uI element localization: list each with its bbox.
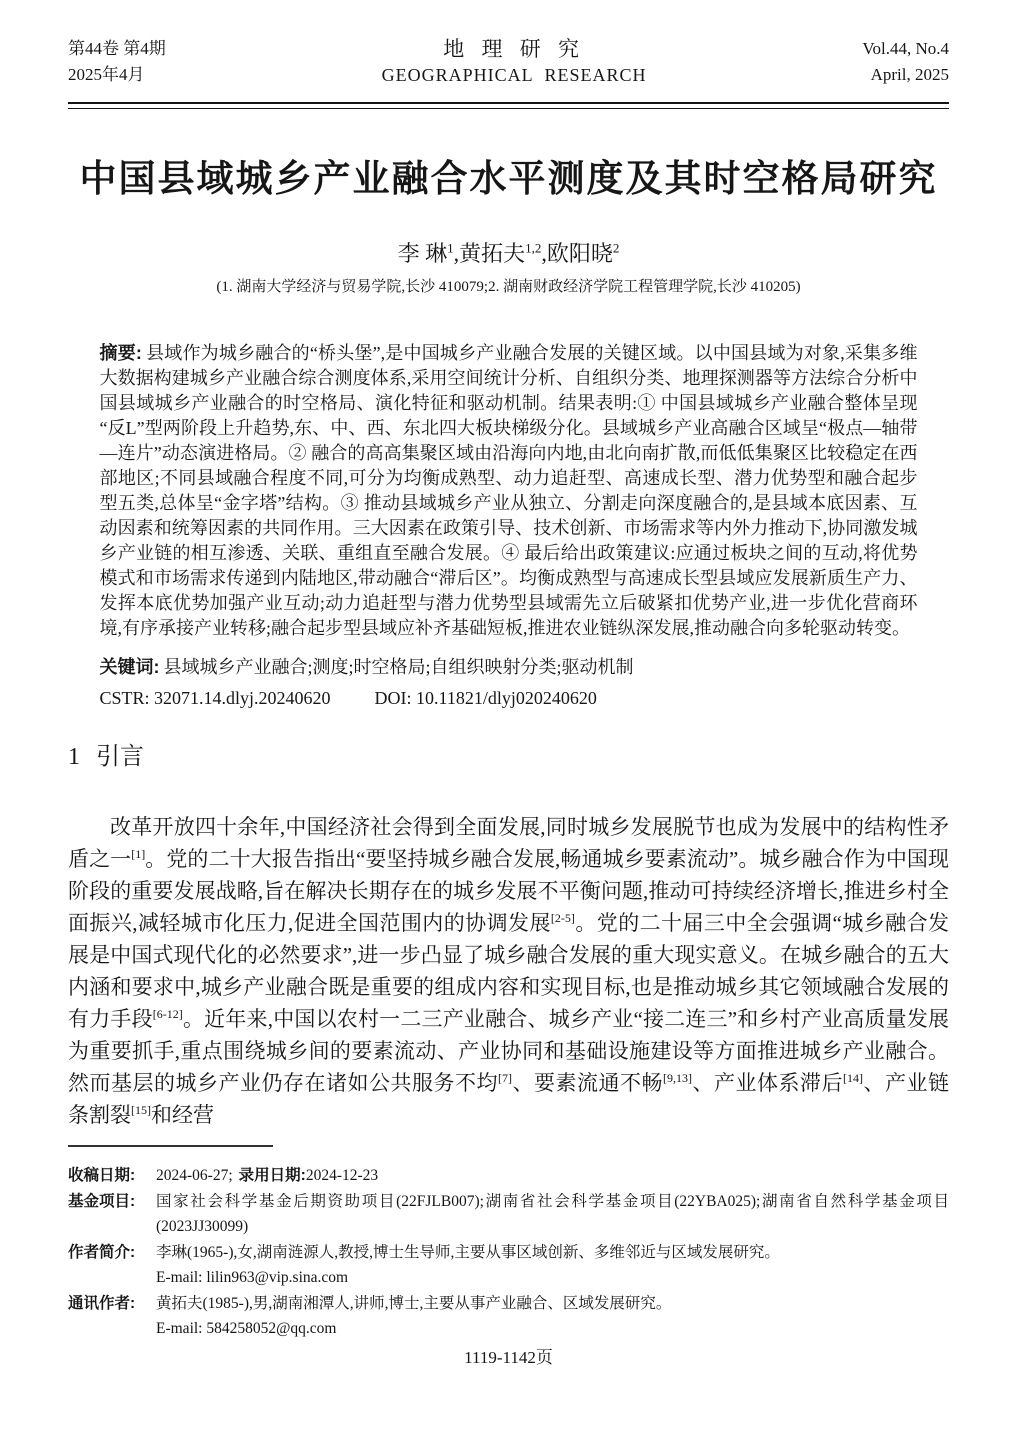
footnote-funding-row [68, 1189, 949, 1240]
abstract-paragraph [100, 341, 918, 641]
author-1-affil-sup: 1 [447, 240, 454, 256]
abstract-text: 县域作为城乡融合的“桥头堡”,是中国城乡产业融合发展的关键区域。以中国县域为对象,采集多维大数据构建城乡产业融合综合测度体系,采用空间统计分析、自组织分类、地理探测器等方法综合分析中国县域城乡产业融合的时空格局、演化特征和驱动机制。结果表明:① 中国县域城乡产业融合整体呈现“反L”型两阶段上升趋势,东、中、西、东北四大板块梯级分化。县域城乡产业高融合区域呈“极点—轴带—连片”动态演进格局。② 融合的高高集聚区域由沿海向内地,由北向南扩散,而低低集聚区比较稳定在西部地区;不同县域融合程度不同,可分为均衡成熟型、动力追赶型、高速成长型、潜力优势型和融合起步型五类,总体呈“金字塔”结构。③ 推动县域城乡产业从独立、分割走向深度融合的,是县域本底因素、互动因素和统筹因素的共同作用。三大因素在政策引导、技术创新、市场需求等内外力推动下,协同激发城乡产业链的相互渗透、关联、重组直至融合发展。④ 最后给出政策建议:应通过板块之间的互动,将优势模式和市场需求传递到内陆地区,带动融合“滞后区”。均衡成熟型与高速成长型县域应发展新质生产力、发挥本底优势加强产业互动;动力追赶型与潜力优势型县域需先立后破紧扣优势产业,进一步优化营商环境,有序承接产业转移;融合起步型县域应补齐基础短板,推进农业链纵深发展,推动融合向多轮驱动转变。 [99, 343, 918, 638]
author-bio-email: E-mail: lilin963@vip.sina.com [156, 1269, 349, 1286]
accepted-date: 2024-12-23 [305, 1167, 379, 1184]
author-2 [459, 241, 541, 266]
corresponding-author-email: E-mail: 584258052@qq.com [156, 1320, 337, 1337]
author-bio: 李琳(1965-),女,湖南涟源人,教授,博士生导师,主要从事区域创新、多维邻近与区域发展研究。 [156, 1243, 780, 1261]
footnote-block [68, 1163, 949, 1342]
section-1-number: 1 [68, 744, 80, 770]
author-2-name: 黄拓夫 [459, 241, 526, 266]
intro-run: 、产业体系滞后 [692, 1071, 843, 1095]
citation-ref: [2-5] [550, 911, 575, 925]
citation-ref: [7] [498, 1071, 512, 1085]
keywords-label: 关键词: [99, 657, 160, 677]
citation-ref: [1] [131, 847, 146, 861]
footnote-corresponding-row [68, 1291, 949, 1342]
citation-ref: [6-12] [152, 1007, 183, 1021]
funding-text: 国家社会科学基金后期资助项目(22FJLB007);湖南省社会科学基金项目(22YBA025);湖南省自然科学基金项目(2023JJ30099) [156, 1192, 949, 1235]
intro-run: 改革开放四十余年,中国经济社会得到全面发展,同时城乡发展脱节也成为发展中的结构性矛盾之一 [68, 815, 949, 871]
author-2-affil-sup: 1,2 [525, 240, 542, 256]
citation-ref: [14] [843, 1071, 863, 1085]
intro-run: 。党的二十大报告指出“要坚持城乡融合发展,畅通城乡要素流动”。城乡融合作为中国现阶段的重要发展战略,旨在解决长期存在的城乡发展不平衡问题,推动可持续经济增长,推进乡村全面振兴,减轻城市化压力,促进全国范围内的协调发展 [68, 847, 949, 935]
doi-id: DOI: 10.11821/dlyj020240620 [374, 688, 597, 708]
author-separator: , [453, 241, 460, 266]
cstr-id: CSTR: 32071.14.dlyj.20240620 [99, 688, 331, 708]
intro-run: 。近年来,中国以农村一二三产业融合、城乡产业“接二连三”和乡村产业高质量发展为重要抓手,重点围绕城乡间的要素流动、产业协同和基础设施建设等方面推进城乡产业融合。然而基层的城乡产业仍存在诸如公共服务不均 [68, 1007, 950, 1095]
corresponding-author-text [156, 1291, 949, 1342]
page-range-footer: 1119-1142页 [464, 1347, 553, 1367]
citation-ref: [15] [131, 1103, 151, 1117]
footnote-bio-row [68, 1240, 949, 1291]
volume-issue-cn: 第44卷 第4期 [68, 39, 166, 58]
received-date: 2024-06-27; [156, 1167, 233, 1184]
volume-issue-en: Vol.44, No.4 [862, 39, 949, 58]
affiliation-line: (1. 湖南大学经济与贸易学院,长沙 410079;2. 湖南财政经济学院工程管理学院,长沙 410205) [216, 279, 801, 295]
accepted-date-label: 录用日期: [238, 1167, 306, 1184]
journal-name-cn: 地 理 研 究 [443, 37, 585, 61]
funding-label: 基金项目: [68, 1192, 136, 1210]
intro-paragraph [68, 811, 949, 1131]
corresponding-author-bio: 黄拓夫(1985-),男,湖南湘潭人,讲师,博士,主要从事产业融合、区域发展研究。 [156, 1294, 672, 1312]
author-separator: , [541, 241, 547, 266]
intro-run: 。党的二十届三中全会强调“城乡融合发展是中国式现代化的必然要求”,进一步凸显了城乡融合发展的重大现实意义。在城乡融合的五大内涵和要求中,城乡产业融合既是重要的组成内容和实现目标,也是推动城乡其它领域融合发展的有力手段 [68, 911, 949, 1031]
corresponding-author-label: 通讯作者: [68, 1294, 136, 1312]
author-3 [547, 241, 620, 266]
date-cn: 2025年4月 [68, 65, 145, 84]
author-line [0, 239, 1017, 269]
header-volume-issue-en [862, 36, 949, 88]
citation-ref: [9,13] [663, 1071, 692, 1085]
keywords-text: 县域城乡产业融合;测度;时空格局;自组织映射分类;驱动机制 [163, 657, 634, 677]
author-3-name: 欧阳晓 [546, 241, 613, 266]
journal-name-en: GEOGRAPHICAL RESEARCH [381, 65, 647, 85]
author-bio-label: 作者简介: [68, 1243, 136, 1261]
section-1-title: 引言 [96, 744, 144, 770]
article-title: 中国县域城乡产业融合水平测度及其时空格局研究 [79, 158, 938, 199]
received-date-text [156, 1163, 949, 1189]
author-1-name: 李 琳 [397, 241, 448, 266]
journal-header [68, 36, 949, 88]
intro-run: 、要素流通不畅 [512, 1071, 663, 1095]
footnote-separator-rule [68, 1145, 273, 1147]
header-double-rule [68, 102, 949, 109]
intro-run: 和经营 [151, 1103, 214, 1127]
header-volume-issue-cn [68, 36, 166, 88]
received-date-label: 收稿日期: [68, 1167, 136, 1184]
author-1 [398, 241, 454, 266]
abstract-label: 摘要: [99, 343, 142, 363]
intro-run: 、产业链条割裂 [68, 1071, 949, 1127]
footnote-dates-row [68, 1163, 949, 1189]
journal-name-block [166, 36, 863, 88]
author-bio-text [156, 1240, 949, 1291]
section-1-heading [68, 741, 949, 773]
author-3-affil-sup: 2 [612, 240, 620, 256]
identifier-line [100, 686, 918, 711]
keywords-line [100, 655, 918, 680]
date-en: April, 2025 [870, 65, 949, 84]
